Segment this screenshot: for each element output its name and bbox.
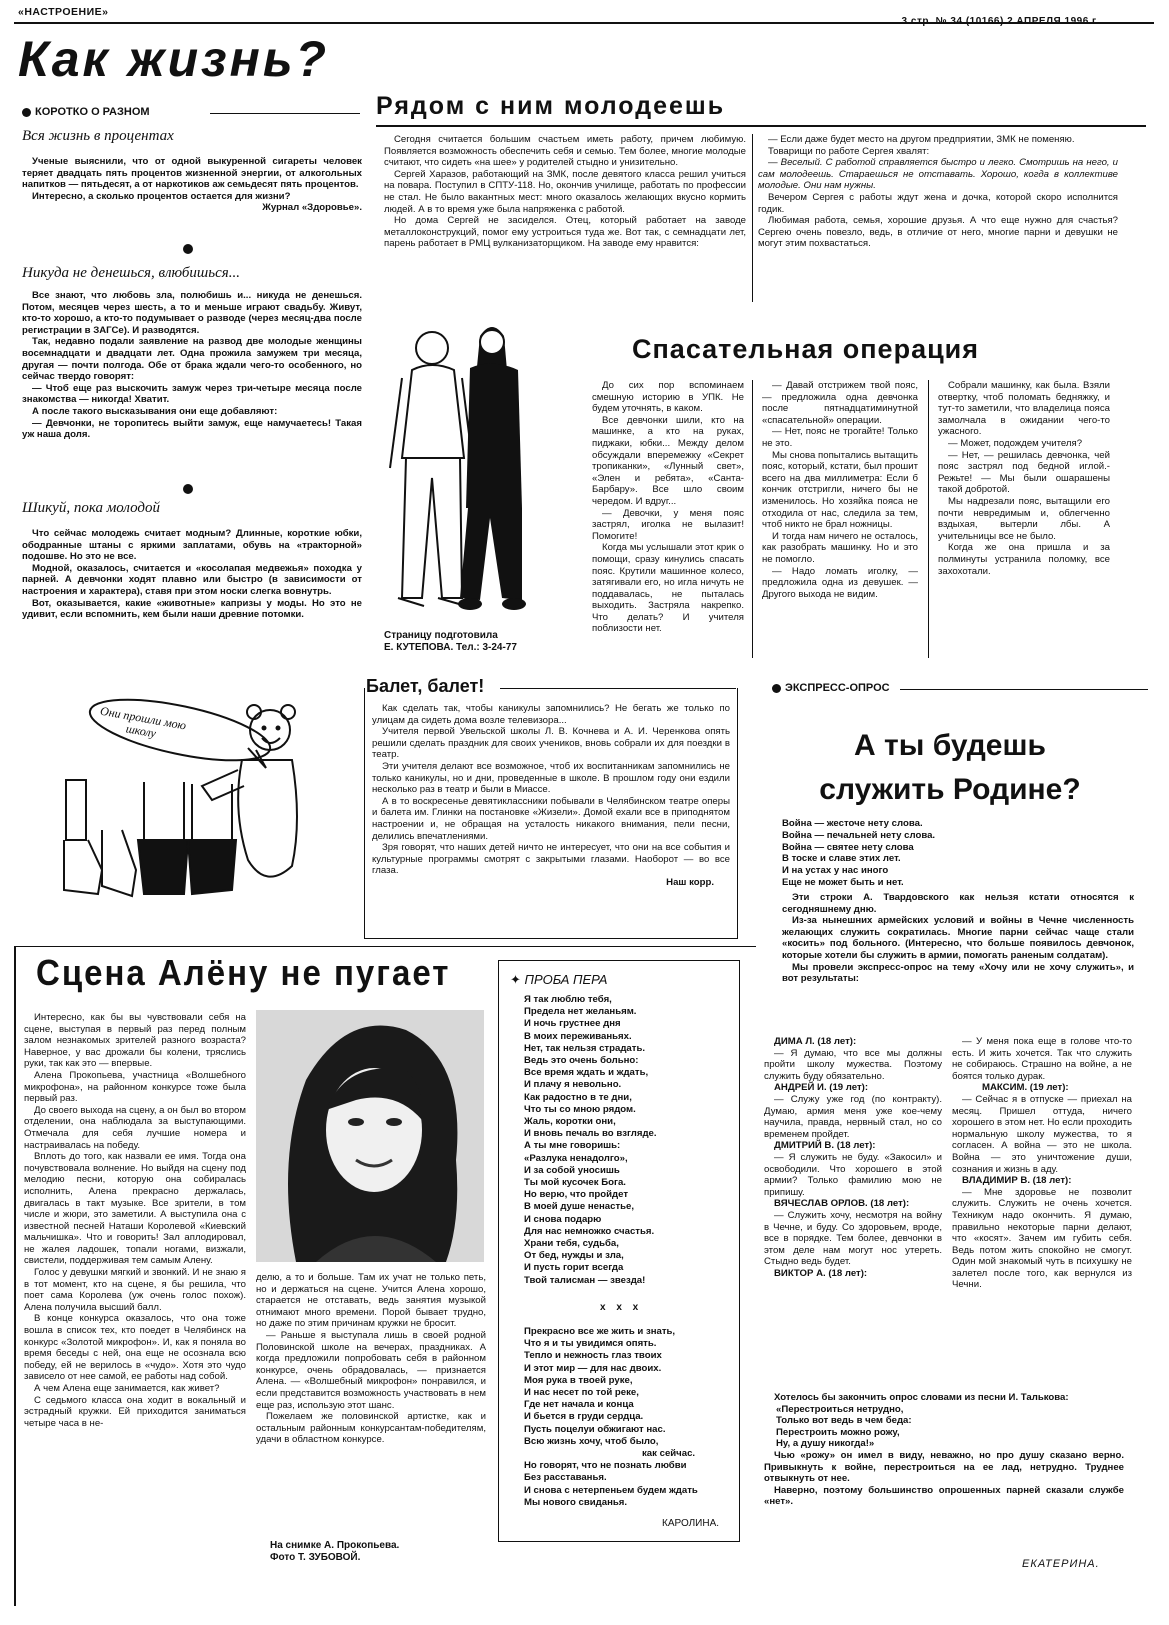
separator-dot [183,244,193,254]
item-title: Шикуй, пока молодой [22,500,161,516]
photo-caption: На снимке А. Прокопьева. Фото Т. ЗУБОВОЙ. [270,1540,400,1563]
column-rule [752,380,753,658]
article-text: Все знают, что любовь зла, полюбишь и... никуда не денешься. Потом, месяцев через шесть, а то и меньше играют свадьбу. Живут, кто-то хорошо, а кто-то подумывает о разводе (через месяц-два после регистрации в ЗАГСе). И разводятся. Так, недавно подали заявление на развод две молодые женщины восемнадцати и двадцати лет. Одна прожила замужем три месяца, другая — почти полгода. Обе от брака ждали чего-то особенного, но сейчас твердо говорят: — Чтоб еще раз выскочить замуж через три-четыре месяца после знакомства — никогда! Хватит. А после такого высказывания они еще добавляют: — Девчонки, не торопитесь выйти замуж, еще намучаетесь! Такая уж наша доля. [22,290,362,441]
article-text: делю, а то и больше. Там их учат не только петь, но и держаться на сцене. Учится Алена хорошо, старается не отставать, ведь занятия музыкой отнимают много времени. Порой бывает трудно, но даже по этим причинам кружки не бросит. — Раньше я выступала лишь в своей родной Половинской школе на вечерах, праздниках. А когда предложили попробовать себя в районном конкурсе, очень обрадовалась, — признается Алена. — «Волшебный микрофон» понравился, и если представится возможность участвовать в нем еще раз, использую этот шанс. Пожелаем же половинской артистке, как и остальным районным конкурсантам-победителям, удачи в областном конкурсе. [256,1272,486,1446]
bullet-icon [22,108,31,117]
couple-illustration-image [372,308,562,628]
column-rule [752,134,753,302]
article-headline: Спасательная операция [632,334,980,364]
poem-two: Прекрасно все же жить и знать, Что я и ты увидимся опять. Тепло и нежность глаз твоих И этот мир — для нас двоих. Моя рука в твоей руке, И нас несет по той реке, Где нет начала и конца И бьется в груди сердца. Пусть поцелуи обжигают нас. Всю жизнь хочу, чтоб было, как сейчас. Но говорят, что не познать любви Без расставанья. И снова с нетерпеньем будем ждать Мы нового свиданья. [524,1326,698,1508]
column-rule [928,380,929,658]
article-text: Эти строки А. Твардовского как нельзя кстати относятся к сегодняшнему дню. Из-за нынешних армейских условий и войны в Чечне численность желающих служить сократилась. Многие парни сейчас чаще стали «косить» под больного. (Интересно, что больше появилось девчонок, которые хотели бы служить в армии, помогать раненым солдатам). Мы провели экспресс-опрос на тему «Хочу или не хочу служить», и вот результаты: [782,892,1134,985]
article-text: Интересно, как бы вы чувствовали себя на сцене, выступая в первый раз перед полным залом незнакомых зрителей разного возраста? Наверное, у вас дрожали бы колени, тряслись руки, так как это — впервые. Алена Прокопьева, участница «Волшебного микрофона», на районном конкурсе тоже была первый раз. До своего выхода на сцену, а он был во втором отделении, она наблюдала за выступающими. Отмечала для себя лучшие номера и настраивалась на победу. Вплоть до того, как назвали ее имя. Тогда она почувствовала волнение. Но выйдя на сцену под мелодию песни, которую она собиралась исполнить, Алена прекрасно держалась, двигалась в такт музыке. Все зрители, в том числе и жюри, это заметили. А выступила она с известной песней Наташи Королевой «Киевский мальчишка». Что и говорить! Зал аплодировал, не жалея ладошек, топали ногами, визжали, свистели, поддерживая тем самым Алену. Голос у девушки мягкий и звонкий. И не знаю я в тот момент, кто на сцене, я бы решила, что поет сама Королева (уж очень голос похож). Алена получила высший балл. В конце конкурса оказалось, что она тоже вошла в список тех, кто поедет в Челябинск на конкурс «Золотой микрофон». И, как я поняла во время беседы с ней, она еще не осознала всю победу, ей не верилось в «чудо». Хотя это чудо зависело от нее самой, ее работы над собой. А чем Алена еще занимается, как живет? С седьмого класса она ходит в вокальный и эстрадный кружки. Ей приходится заниматься четыре часа в не- [24,1012,246,1429]
signature: КАРОЛИНА. [662,1518,720,1529]
signature: ЕКАТЕРИНА. [1022,1558,1100,1570]
rubric-rule [210,113,360,114]
article-text: Что сейчас молодежь считает модным? Длинные, короткие юбки, ободранные штаны с яркими заплатами, обувь на «тракторной» подошве. Но это не все. Модной, оказалось, считается и «косолапая медвежья» походка у парней. А девчонки ходят плавно или быстро (в зависимости от настроения и характера), ставя при этом носки слегка вовнутрь. Вот, оказывается, какие «животные» капризы у моды. Но это не удивит, если вспомнить, кем были наши древние потомки. [22,528,362,621]
item-title: Вся жизнь в процентах [22,128,174,144]
article-text: Сегодня считается большим счастьем иметь работу, причем любимую. Появляется возможность обеспечить себя и семью. Тем более, многие молодые считают, что сидеть «на шее» у родителей стыдно и унизительно. Сергей Харазов, работающий на ЗМК, после девятого класса решил учиться на повара. Поступил в СПТУ-118. Но, окончив училище, работать по профессии не стал. Не было вакантных мест: много оказалось желающих вкусно кормить людей. А в то время уже была напряженка с работой. Но дома Сергей не засиделся. Отец, который работает на заводе металлоконструкций, помог ему устроиться туда же. Вот так, с семнадцати лет, парень работает в РМЦ вулканизаторщиком. На заводе ему нравится: [384,134,746,250]
bear-speech-caption: Они прошли мою школу [99,703,188,741]
separator-dot [183,484,193,494]
survey-closing: Хотелось бы закончить опрос словами из песни И. Талькова: «Перестроиться нетрудно, Только вот ведь в чем беда: Перестроить можно рожу, Ну, а душу никогда!» Чью «рожу» он имел в виду, неважно, но про душу сказано верно. Привыкнуть к войне, перестроиться на ее лад, нетрудно. Труднее отвыкнуть от нее. Наверно, поэтому большинство опрошенных парней сказали службе «нет». [764,1392,1124,1508]
section-name: «НАСТРОЕНИЕ» [18,6,109,18]
article-text: — Если даже будет место на другом предприятии, ЗМК не поменяю. Товарищи по работе Сергея хвалят: — Веселый. С работой справляется быстро и легко. Смотришь на него, и сам молодеешь. Стараешься не отставать. Хорошо, когда в коллективе молодые. Они нам нужны. Вечером Сергея с работы ждут жена и дочка, которой скоро исполнится годик. Любимая работа, семья, хорошие друзья. А что еще нужно для счастья? Сергею очень повезло, ведь, в отличие от него, многие парни и девушки не могут этим похвастаться. [758,134,1118,250]
article-text: Ученые выяснили, что от одной выкуренной сигареты человек теряет двадцать пять процентов жизненной энергии, от алкогольных напитков — пятьдесят, а от наркотиков аж семьдесят пять процентов. Интересно, а сколько процентов остается для жизни? Журнал «Здоровье». [22,156,362,214]
article-text: До сих пор вспоминаем смешную историю в УПК. Не будем уточнять, в каком. Все девчонки шили, кто на машинке, а кто на руках, пиджаки, юбки... Между делом обсуждали вперемежку «Секрет тропиканки», «Лунный свет», «Элен и ребята», «Санта-Барбару». Все шло своим чередом. И вдруг... — Девочки, у меня пояс застрял, иголка не вылазит! Помогите! Когда мы услышали этот крик о помощи, сразу кинулись спасать пояс. Крутили машинное колесо, затягивали его, но игла ничуть не поддавалась, не пыталась выходить. Застряла накрепко. Что делать? И учителя поблизости нет. [592,380,744,635]
headline-rule [500,688,736,689]
korotko-rubric: КОРОТКО О РАЗНОМ [22,106,150,118]
survey-answers: ДИМА Л. (18 лет): — Я думаю, что все мы должны пройти школу мужества. Поэтому служить буду обязательно. АНДРЕЙ И. (19 лет): — Служу уже год (по контракту). Думаю, армия меня уже кое-чему научила, правда, нервный стал, но со временем пройдет. ДМИТРИЙ В. (18 лет): — Я служить не буду. «Закосил» и освободили. Что хорошего в этой армии? Только фамилию мою не припишу. ВЯЧЕСЛАВ ОРЛОВ. (18 лет): — Служить хочу, несмотря на войну в Чечне, и буду. Со здоровьем, вроде, все в порядке. Тем более, девчонки в этом деле нам могут нос утереть. Стыдно ведь будет. ВИКТОР А. (18 лет): [764,1036,942,1279]
rubric-rule [900,689,1148,690]
express-headline: А ты будешь служить Родине? [819,729,1081,806]
star-icon: ✦ [510,972,521,987]
poem-separator: х х х [600,1302,643,1313]
proba-rubric: ✦ ПРОБА ПЕРА [510,972,608,987]
article-headline: Рядом с ним молодеешь [376,92,726,120]
bullet-icon [772,684,781,693]
poem-one: Я так люблю тебя, Предела нет желаньям. И ночь грустнее дня В моих переживаньях. Нет, так нельзя страдать. Ведь это очень больно: Все время ждать и ждать, И плачу я невольно. Как радостно в те дни, Что ты со мною рядом. Жаль, коротки они, И вновь печаль во взгляде. А ты мне говоришь: «Разлука ненадолго», И за собой уносишь Ты мой кусочек Бога. Но верю, что пройдет В моей душе ненастье, И снова подарю Для нас немножко счастья. Храни тебя, судьба, От бед, нужды и зла, И пусть горит всегда Твой талисман — звезда! [524,994,657,1286]
survey-answers: — У меня пока еще в голове что-то есть. И жить хочется. Так что служить не собираюсь. Страшно на войне, а не боятся только дурак. МАКСИМ. (19 лет): — Сейчас я в отпуске — приехал на месяц. Пришел оттуда, ничего хорошего в этом нет. Но если проходить нормальную школу мужества, то я согласен. А война — это не школа. Война — это уничтожение души, сознания и жизнь в аду. ВЛАДИМИР В. (18 лет): — Мне здоровье не позволит служить. Служить не очень хочется. Техникум надо окончить. Я думаю, правильно некоторые парни делают, что «косят». Зачем им губить себя. Ведь потом жить спокойно не смогут. Один мой знакомый чуть в психушку не залетел после того, как вернулся из Чечни. [952,1036,1132,1291]
page-credit: Страницу подготовила Е. КУТЕПОВА. Тел.: 3-24-77 [384,630,517,653]
item-title: Никуда не денешься, влюбишься... [22,265,240,281]
frame-rule [14,946,756,947]
article-text: Как сделать так, чтобы каникулы запомнились? Не бегать же только по улицам да сидеть дома возле телевизора... Учителя первой Увельской школы Л. В. Кочнева и А. И. Черенкова опять решили сделать праздник для своих учеников, вновь собрали их для поездки в театр. Эти учителя делают все возможное, чтоб их воспитанникам запомнились не только каникулы, но и дни, проведенные в школе. В прошлом году они ездили несколько раз в театр и были в Миассе. А в то воскресенье девятиклассники побывали в Челябинском театре оперы и балета им. Глинки на постановке «Жизели». Домой ехали все в приподнятом настроении и, не обращая на усталость никакого внимания, пели песни, делились впечатлениями. Зря говорят, что наших детей ничто не интересует, что они на все события и культурные программы смотрят с закрытыми глазами. Наоборот — во все глаза. Наш корр. [372,703,730,888]
frame-rule [14,946,16,1606]
article-text: — Давай отстрижем твой пояс, — предложила одна девчонка после пятнадцатиминутной «спасательной» операции. — Нет, пояс не трогайте! Только не это. Мы снова попытались вытащить пояс, который, кстати, был прошит всего на два миллиметра: Если б кончик отстригли, ничего бы не изменилось. Но хозяйка пояса не отходила от нас, следила за тем, чтоб никто не брал ножницы. И тогда нам ничего не осталось, как разобрать машинку. Но и это не помогло. — Надо ломать иголку, — предложила одна из девушек. — Другого выхода не видим. [762,380,918,600]
article-headline: Балет, балет! [366,676,485,696]
header-rule [14,22,1154,24]
headline-rule [376,125,1146,127]
tvardovsky-poem: Война — жесточе нету слова. Война — печальней нету слова. Война — святее нету слова В тоске и славе этих лет. И на устах у нас иного Еще не может быть и нет. [782,818,936,888]
page-title: Как жизнь? [18,31,330,87]
alena-photo-image [256,1010,484,1262]
article-headline: Сцена Алёну не пугает [36,952,451,993]
express-rubric: ЭКСПРЕСС-ОПРОС [772,682,890,694]
article-text: Собрали машинку, как была. Взяли отвертку, чтоб поломать бедняжку, и тут-то заметили, что владелица пояса замолчала в ожидании чего-то ужасного. — Может, подождем учителя? — Нет, — решилась девчонка, чей пояс застрял под бедной иглой.-Режьте! — Мы были ошарашены такой добротой. Мы надрезали пояс, вытащили его почти невредимым и, облегченно вздыхая, вытерли лбы. А учительницы все не было. Когда же она пришла и за полминуты устранила поломку, все захохотали. [938,380,1110,577]
signature: Наш корр. [666,876,714,888]
